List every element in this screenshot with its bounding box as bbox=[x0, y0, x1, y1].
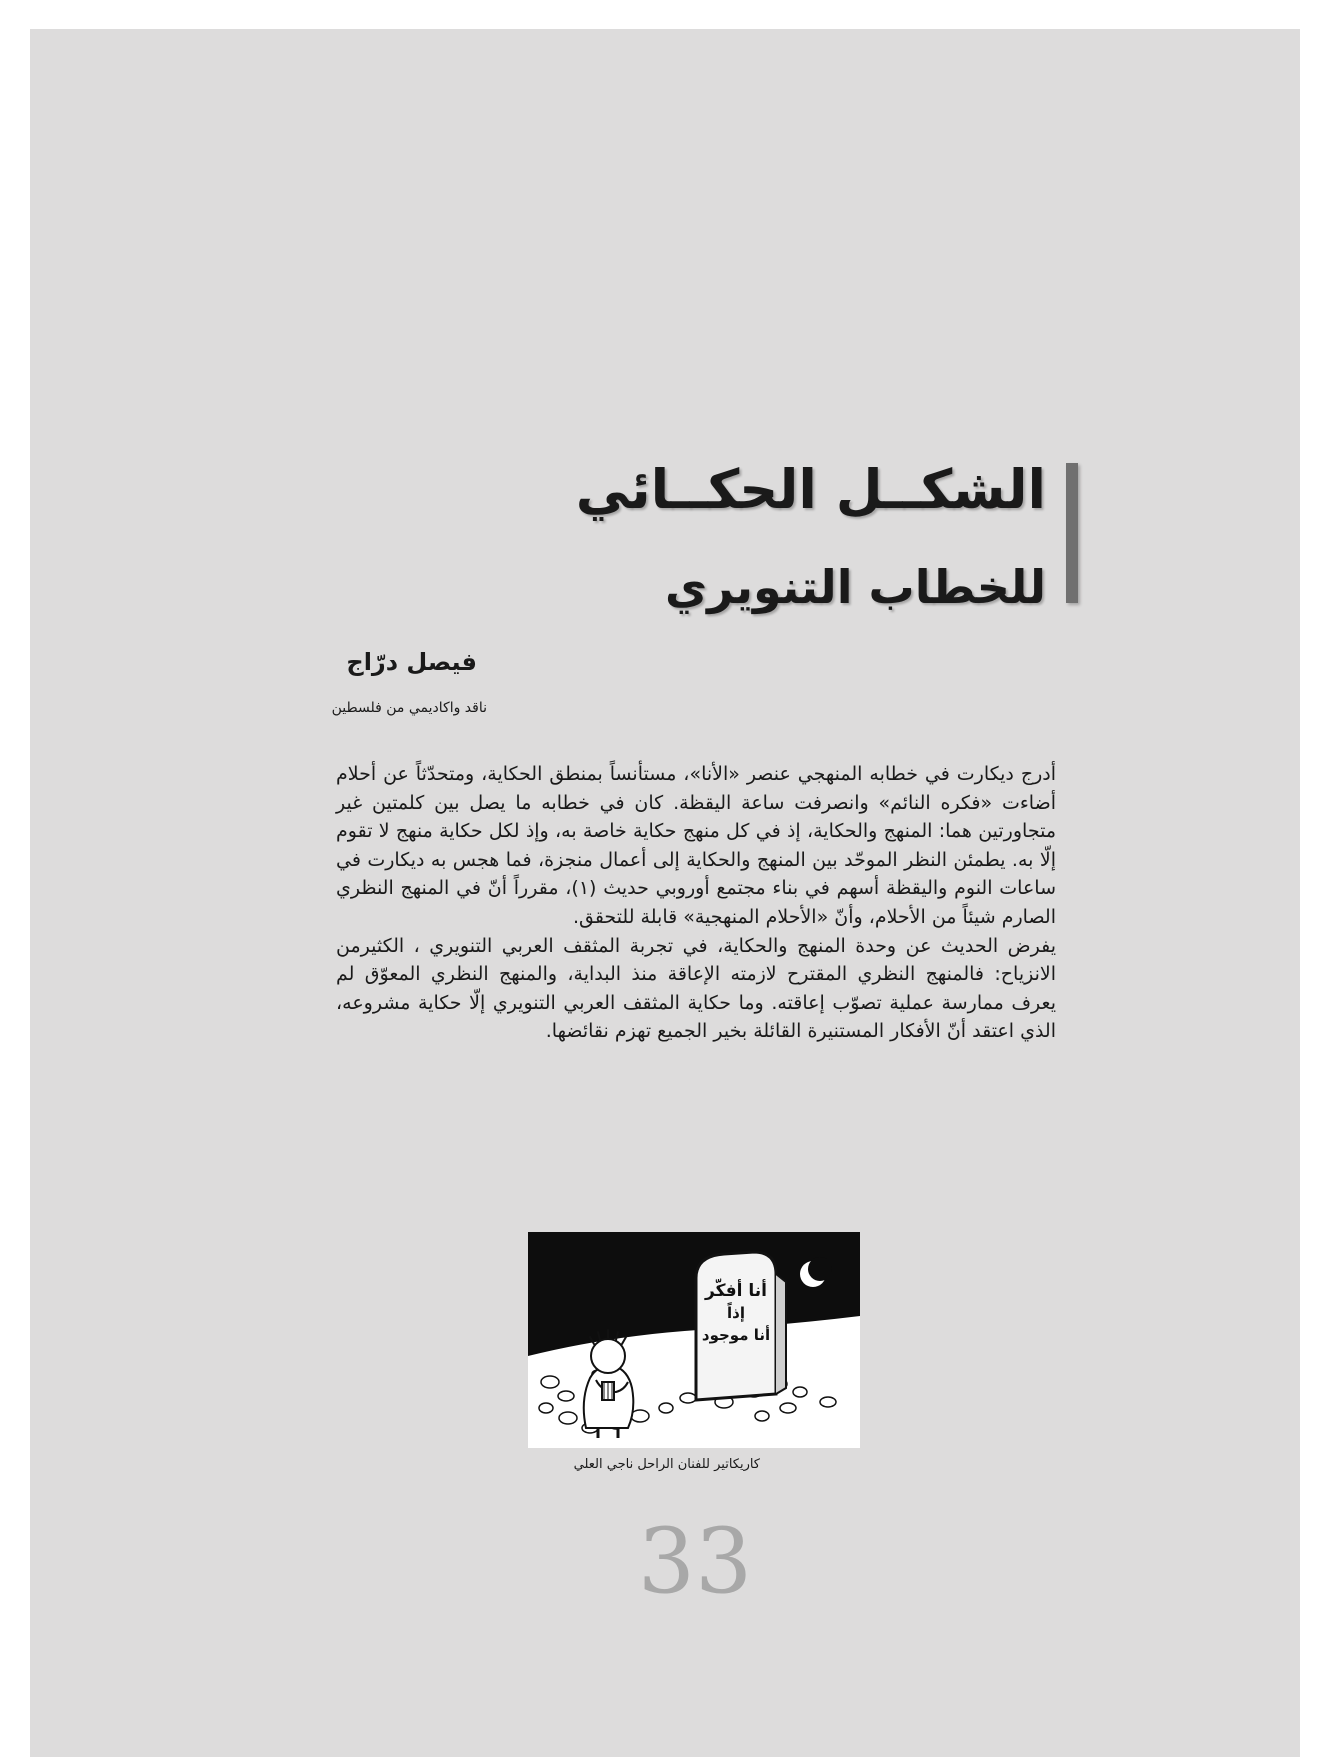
article-subtitle: للخطاب التنويري bbox=[664, 560, 1046, 614]
tombstone-line-3: أنا موجود bbox=[701, 1326, 771, 1344]
title-accent-bar bbox=[1066, 463, 1078, 603]
figure-caption: كاريكاتير للفنان الراحل ناجي العلي bbox=[573, 1457, 760, 1472]
author-affiliation: ناقد واكاديمي من فلسطين bbox=[331, 700, 487, 716]
page-number: 33 bbox=[637, 1509, 753, 1614]
paragraph-2: يفرض الحديث عن وحدة المنهج والحكاية، في تجربة المثقف العربي التنويري ، الكثيرمن الانزياح: فالمنهج النظري المقترح لازمته الإعاقة منذ البداية، والمنهج النظري المعوّق لم يعرف ممارسة عملية تصوّب إعاقته. وما حكاية المثقف العربي التنويري إلّا حكاية مشروعه، الذي اعتقد أنّ الأفكار المستنيرة القائلة بخير الجميع تهزم نقائضها. bbox=[336, 934, 1056, 1043]
tombstone-line-2: إذاً bbox=[727, 1304, 745, 1322]
tombstone-line-1: أنا أفكّر bbox=[705, 1281, 767, 1301]
paragraph-1: أدرج ديكارت في خطابه المنهجي عنصر «الأنا»، مستأنساً بمنطق الحكاية، ومتحدّثاً عن أحلام أضاءت «فكره النائم» وانصرفت ساعة اليقظة. كان في خطابه ما يصل بين كلمتين غير متجاورتين هما: المنهج والحكاية، إذ في كل منهج حكاية خاصة به، وإذ لكل حكاية منهج لا تقوم إلّا به. يطمئن النظر الموحّد بين المنهج والحكاية إلى أعمال منجزة، فما هجس به ديكارت في ساعات النوم واليقظة أسهم في بناء مجتمع أوروبي حديث (١)، مقرراً أنّ في المنهج النظري الصارم شيئاً من الأحلام، وأنّ «الأحلام المنهجية» قابلة للتحقق. bbox=[336, 763, 1056, 928]
author-name: فيصل درّاج bbox=[346, 648, 477, 676]
cartoon-image bbox=[528, 1232, 860, 1448]
article-title: الشكــل الحكــائي bbox=[575, 458, 1046, 521]
article-body bbox=[336, 760, 1056, 1046]
